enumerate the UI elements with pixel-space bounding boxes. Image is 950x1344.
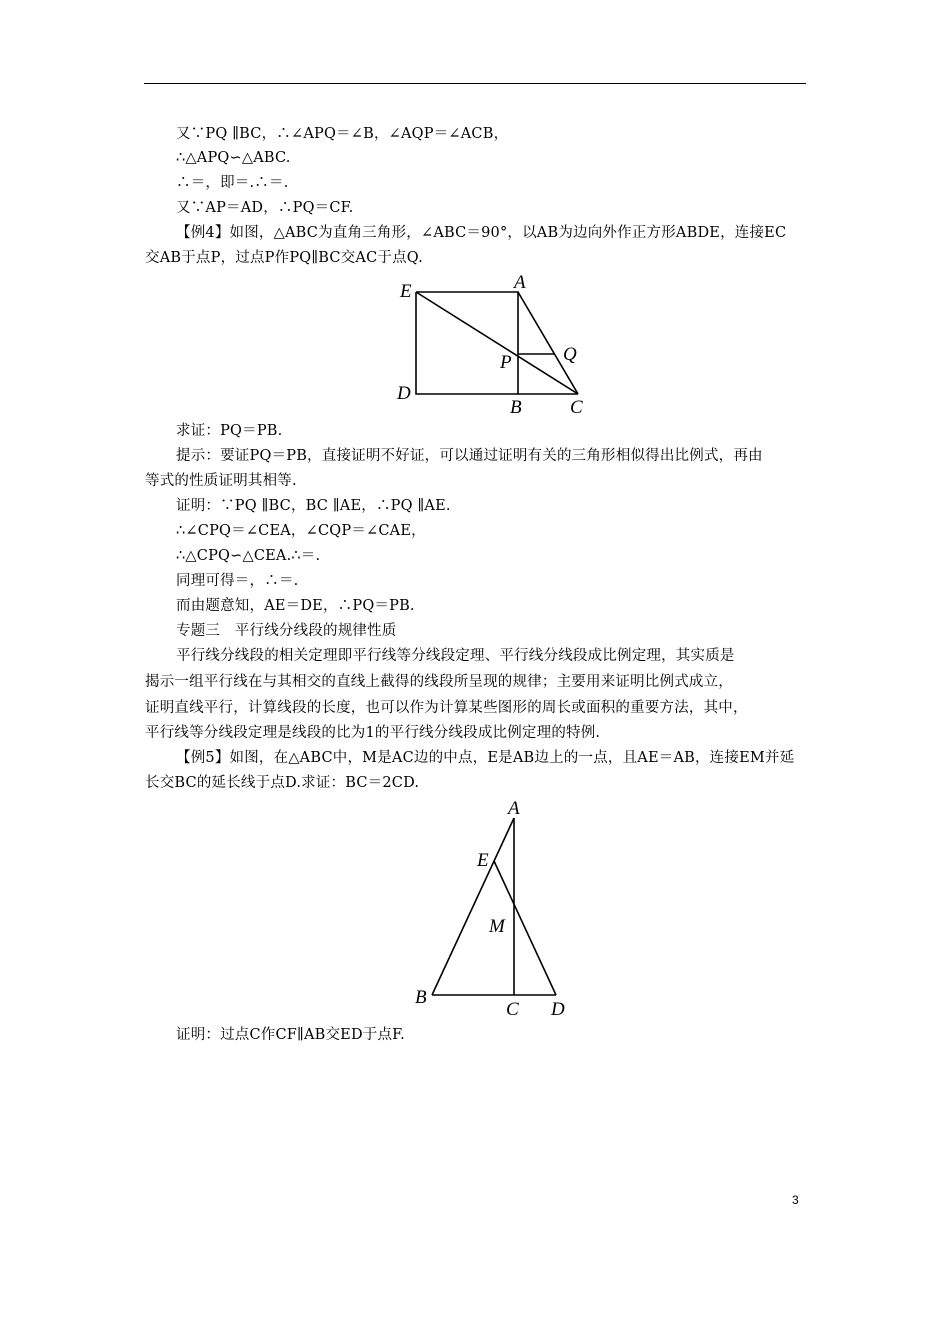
text-line: 长交BC的延长线于点D.求证：BC＝2CD. (145, 775, 420, 791)
segment-ab (432, 818, 514, 995)
label-p: P (500, 352, 512, 373)
text-line: 同理可得＝，∴＝. (176, 573, 299, 589)
example-4-heading: 【例4】如图，△ABC为直角三角形，∠ABC＝90°，以AB为边向外作正方形ABDE，连接EC (176, 225, 787, 241)
text-line: ∴＝，即＝.∴＝. (176, 175, 289, 191)
label-d: D (551, 999, 565, 1020)
text-line: 平行线等分线段定理是线段的比为1的平行线分线段成比例定理的特例. (145, 725, 601, 741)
label-c: C (506, 999, 519, 1020)
text-line: ∴△CPQ∽△CEA.∴＝. (176, 548, 321, 564)
section-heading: 专题三 平行线分线段的规律性质 (176, 623, 397, 639)
example-5-heading: 【例5】如图，在△ABC中，M是AC边的中点，E是AB边上的一点，且AE＝AB，连接EM并延 (176, 750, 795, 766)
segment-ac (518, 292, 578, 394)
header-rule (144, 83, 806, 84)
text-line: 交AB于点P，过点P作PQ∥BC交AC于点Q. (145, 250, 423, 266)
text-line: 证明：过点C作CF∥AB交ED于点F. (176, 1027, 405, 1043)
text-line: 而由题意知，AE＝DE，∴PQ＝PB. (176, 598, 415, 614)
text-line: 平行线分线段的相关定理即平行线等分线段定理、平行线分线段成比例定理，其实质是 (176, 648, 735, 664)
text-line: 证明：∵PQ ∥BC，BC ∥AE，∴PQ ∥AE. (176, 498, 451, 514)
label-c: C (570, 397, 583, 418)
text-line: 又∵AP＝AD，∴PQ＝CF. (176, 200, 354, 216)
text-line: 揭示一组平行线在与其相交的直线上截得的线段所呈现的规律；主要用来证明比例式成立， (145, 674, 733, 690)
label-m: M (489, 916, 505, 937)
label-a: A (514, 272, 526, 293)
square-abde (416, 292, 518, 394)
label-d: D (397, 383, 411, 404)
label-a: A (508, 798, 520, 819)
figure-example-5 (405, 795, 585, 1020)
text-line: ∴∠CPQ＝∠CEA，∠CQP＝∠CAE， (176, 523, 426, 539)
figure-example-4 (390, 270, 600, 420)
page-number: 3 (792, 1193, 799, 1207)
text-line: ∴△APQ∽△ABC. (176, 150, 291, 166)
label-b: B (415, 987, 427, 1008)
text-line: 提示：要证PQ＝PB，直接证明不好证，可以通过证明有关的三角形相似得出比例式，再由 (176, 448, 763, 464)
segment-ec (416, 292, 578, 394)
text-line: 又∵PQ ∥BC，∴∠APQ＝∠B，∠AQP＝∠ACB， (176, 126, 509, 142)
text-line: 等式的性质证明其相等. (145, 473, 297, 489)
label-b: B (510, 397, 522, 418)
text-line: 求证：PQ＝PB. (176, 423, 283, 439)
label-q: Q (563, 344, 577, 365)
label-e: E (477, 850, 489, 871)
text-line: 证明直线平行，计算线段的长度，也可以作为计算某些图形的周长或面积的重要方法，其中， (145, 700, 748, 716)
label-e: E (400, 281, 412, 302)
